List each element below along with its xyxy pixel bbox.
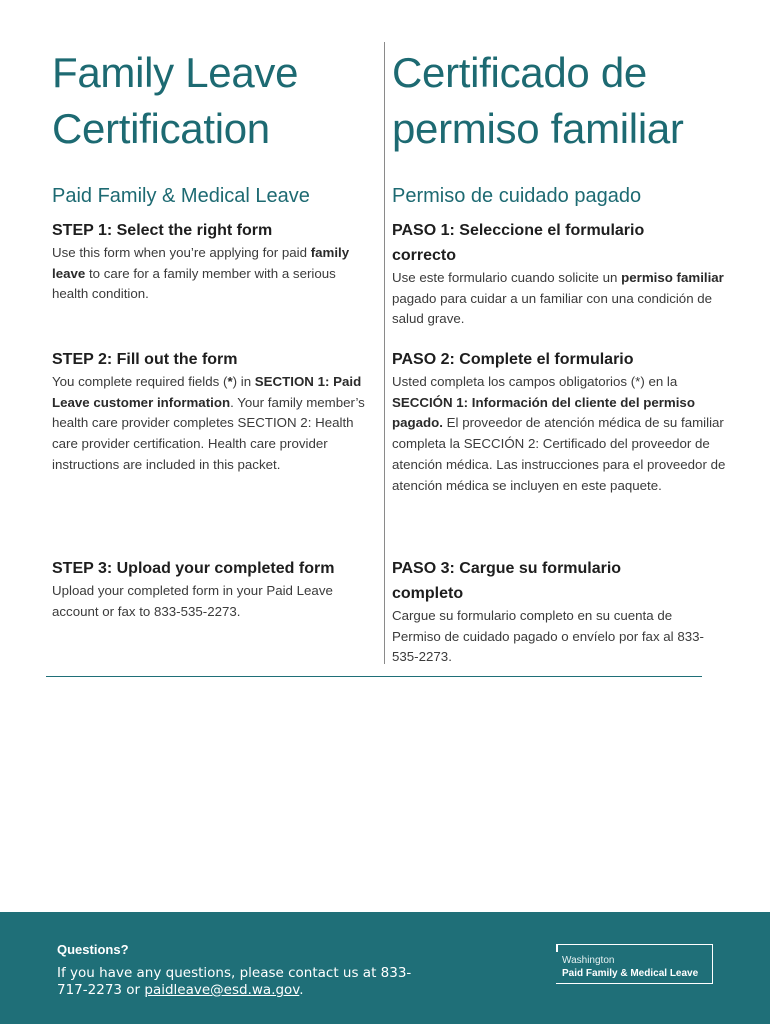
step-2-body: You complete required fields (*) in SECTION 1: Paid Leave customer information. Your family member’s health care provider completes SECTION 2: Health care provider certification. Health care provider instructions are included in this packet. <box>52 374 365 472</box>
email-link[interactable]: paidleave@esd.wa.gov <box>144 982 300 998</box>
column-divider <box>384 42 385 664</box>
questions-heading: Questions? <box>57 942 129 957</box>
subtitle-english: Paid Family & Medical Leave <box>52 185 310 207</box>
paso-3-heading: PASO 3: Cargue su formulario completo <box>392 560 622 602</box>
english-column <box>52 45 374 619</box>
title-line-1: Family Leave <box>52 49 299 96</box>
contact-text: If you have any questions, please contact us at 833-717-2273 or paidleave@esd.wa.gov. <box>57 965 412 998</box>
subtitle-spanish: Permiso de cuidado pagado <box>392 185 642 207</box>
step-1-body: Use this form when you’re applying for paid family leave to care for a family member with a serious health condition. <box>52 245 350 302</box>
step-3-body: Upload your completed form in your Paid Leave account or fax to 833-535-2273. <box>52 583 333 619</box>
title-line-2: Certification <box>52 105 270 152</box>
titulo-linea-1: Certificado de <box>392 49 647 96</box>
step-2-heading: STEP 2: Fill out the form <box>52 351 238 368</box>
paso-1-body: Use este formulario cuando solicite un permiso familiar pagado para cuidar a un familiar con una condición de salud grave. <box>392 270 724 327</box>
page-title-spanish <box>392 45 737 157</box>
spanish-column <box>392 45 737 665</box>
step-2-spanish <box>392 347 737 496</box>
step-1-english <box>52 218 374 305</box>
logo-frame-tick <box>556 944 558 952</box>
page-title-english <box>52 45 374 157</box>
paid-leave-logo <box>556 944 713 984</box>
paso-3-body: Cargue su formulario completo en su cuenta de Permiso de cuidado pagado o envíelo por fax al 833-535-2273. <box>392 608 704 665</box>
titulo-linea-2: permiso familiar <box>392 105 684 152</box>
logo-main-text: Paid Family & Medical Leave <box>562 968 699 979</box>
step-3-english <box>52 556 374 622</box>
section-divider <box>46 676 702 677</box>
paso-1-heading: PASO 1: Seleccione el formulario correcto <box>392 222 645 264</box>
footer-banner <box>0 912 770 1024</box>
step-1-spanish <box>392 218 724 330</box>
step-3-spanish <box>392 556 704 668</box>
paso-2-heading: PASO 2: Complete el formulario <box>392 351 634 368</box>
paso-2-body: Usted completa los campos obligatorios (*) en la SECCIÓN 1: Información del cliente del permiso pagado. El proveedor de atención médica de su familiar completa la SECCIÓN 2: Certificado del proveedor de atención médica. Las instrucciones para el proveedor de atención médica se incluyen en este paquete. <box>392 374 726 493</box>
logo-washington-text: Washington <box>562 955 615 966</box>
step-1-heading: STEP 1: Select the right form <box>52 222 273 239</box>
step-2-english <box>52 347 374 476</box>
step-3-heading: STEP 3: Upload your completed form <box>52 560 335 577</box>
